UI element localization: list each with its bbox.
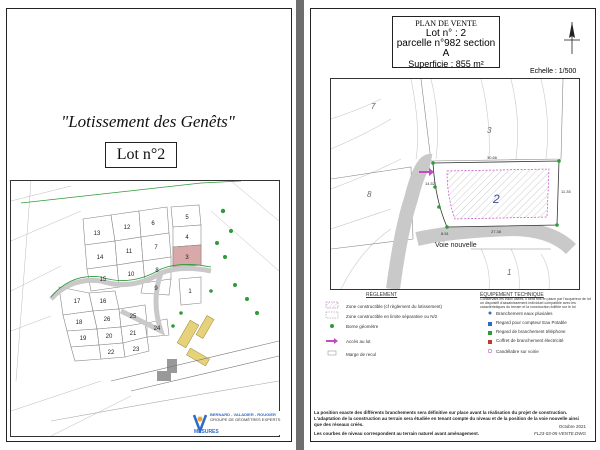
- overall-plan-drawing: [11, 181, 279, 436]
- sale-info-box: [392, 16, 500, 68]
- legend-electricity: Coffret de branchement électricité: [496, 338, 564, 343]
- lot-number: 23: [132, 347, 140, 353]
- subdivision-title: "Lotissement des Genêts": [61, 112, 235, 131]
- dimension-left: 14.52: [425, 181, 436, 186]
- north-arrow-icon: [562, 20, 582, 56]
- legend-buildable-zone: Zone constructible (cf règlement du lotissement): [346, 304, 443, 309]
- note-connections: La position exacte des différents branchements sera définitive sur place avant la réalisation du projet de construction. L'adaptation de la construction au terrain sera étudiée en tenant compte du niveau et de la position de la voie nouvelle ainsi que des réseaux créés.: [314, 410, 579, 427]
- company-logo: [192, 411, 282, 435]
- legend-right-intro: Conservant les eaux usées, il sera mis en place par l'acquéreur de lot un dispositif d'assainissement individuel compatible avec les caractéristiques du terrain et la construction édifiée sur le lot: [480, 297, 591, 310]
- company-name: BERNARD - VALADIER - ROUGIER: [210, 412, 276, 417]
- lot-number: 9: [154, 286, 158, 292]
- legend-survey-marker: Borne géomètre: [346, 324, 379, 329]
- legend-storm-water: Branchement eaux pluviales: [496, 311, 553, 316]
- legend-boundary-zone: Zone constructible en limite séparative ou N/2: [346, 314, 438, 319]
- legend-water-meter: Regard pour compteur Eau Potable: [496, 320, 567, 325]
- plan-date: Octobre 2021: [558, 424, 586, 429]
- lot-number: 22: [107, 350, 115, 356]
- dimension-right: 11.35: [561, 189, 571, 194]
- lot-number: 21: [129, 331, 137, 337]
- lot-plan: [330, 78, 580, 290]
- note-contours: Les courbes de niveau correspondent au terrain naturel avant aménagement.: [314, 431, 480, 436]
- lot-number: 19: [79, 336, 87, 342]
- lot-number: 25: [129, 314, 137, 320]
- lot-label: Lot n°2: [105, 142, 177, 168]
- sale-plan-title: PLAN DE VENTE: [415, 19, 477, 28]
- legend-telephone: Regard de branchement téléphone: [496, 329, 566, 334]
- lot-number: 4: [185, 235, 189, 241]
- overall-plan: [10, 180, 280, 437]
- lot-number: 16: [99, 299, 107, 305]
- dimension-top: 30.66: [487, 155, 498, 160]
- neighbor-lot-7: 7: [371, 102, 376, 111]
- lot-number: 24: [153, 326, 161, 332]
- lot-plan-drawing: [331, 79, 579, 289]
- lot-number: 6: [151, 221, 155, 227]
- dimension-corner: 8.51: [441, 231, 449, 236]
- company-subtitle: GROUPE DE GÉOMÈTRES EXPERTS: [210, 417, 281, 422]
- lot-number: 3: [185, 255, 189, 261]
- legend-street-light: Candélabre sur voirie: [496, 349, 539, 354]
- sale-area: Superficie : 855 m²: [408, 59, 484, 69]
- lot-number: 26: [103, 317, 111, 323]
- legend-setback: Marge de recul: [346, 352, 377, 357]
- legend-access: Accès au lot: [346, 339, 371, 344]
- lot-number: 15: [99, 277, 107, 283]
- lot-number: 8: [155, 268, 159, 274]
- lot-number: 12: [123, 225, 131, 231]
- right-page: [304, 0, 600, 450]
- road-label: Voie nouvelle: [435, 242, 477, 249]
- neighbor-lot-8: 8: [367, 190, 372, 199]
- lot-number: 17: [73, 299, 81, 305]
- lot-number: 1: [188, 289, 192, 295]
- neighbor-lot-1: 1: [507, 268, 512, 277]
- legend-left-title: RÈGLEMENT: [366, 292, 398, 298]
- lot-number: 14: [96, 255, 104, 261]
- lot-number: 5: [185, 215, 189, 221]
- lot-2-label: 2: [493, 192, 500, 206]
- lot-number: 11: [125, 249, 133, 255]
- sale-parcel: parcelle n°982 section A: [396, 38, 496, 59]
- company-brand: MESURES: [194, 429, 219, 435]
- lot-number: 10: [127, 272, 135, 278]
- plan-file: FL23-03-05-VENTE.DWG: [533, 431, 586, 436]
- left-page: [0, 0, 296, 450]
- legend-right-title: ÉQUIPEMENT TECHNIQUE: [480, 292, 544, 298]
- neighbor-lot-3: 3: [487, 126, 492, 135]
- scale-label: Echelle : 1/500: [530, 68, 577, 75]
- lot-number: 13: [93, 231, 101, 237]
- lot-number: 7: [154, 245, 158, 251]
- sale-lot-number: Lot n° : 2: [425, 28, 467, 39]
- lot-number: 20: [105, 334, 113, 340]
- dimension-bottom: 27.38: [491, 229, 502, 234]
- lot-number: 18: [75, 320, 83, 326]
